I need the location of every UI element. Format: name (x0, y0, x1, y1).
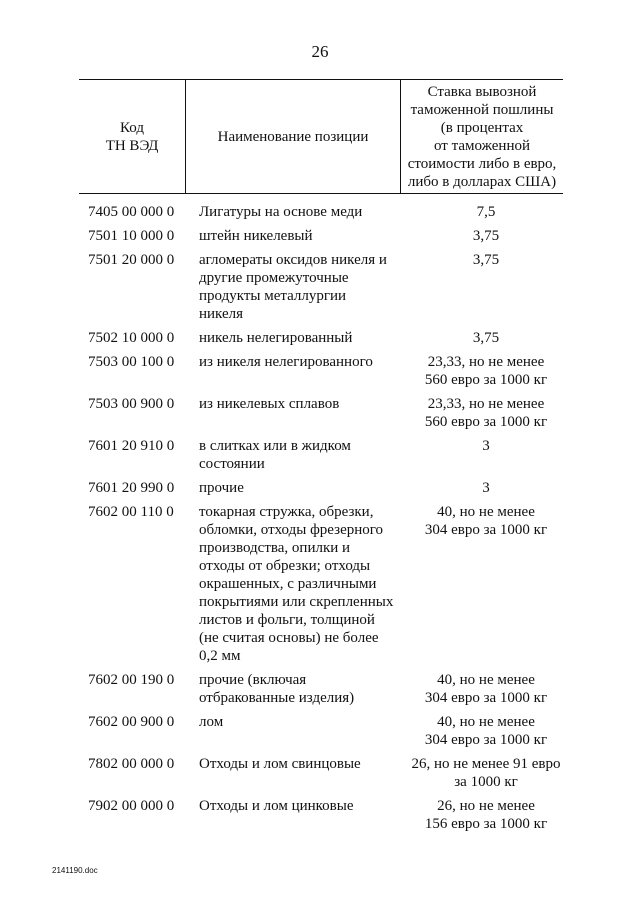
tariff-table (79, 79, 563, 832)
row-name: никель нелегированный (199, 330, 353, 346)
row-code: 7802 00 000 0 (88, 756, 175, 772)
table-row (79, 671, 563, 707)
document-code: 2141190.doc (52, 866, 98, 875)
row-code: 7602 00 900 0 (88, 714, 175, 730)
table-row (79, 437, 563, 473)
row-rate: 26, но не менее 91 евро за 1000 кг (411, 756, 561, 790)
table-row (79, 227, 563, 245)
row-rate: 3,75 (472, 252, 500, 268)
table-row (79, 203, 563, 221)
row-rate: 3 (482, 438, 490, 454)
table-header (79, 79, 563, 194)
row-code: 7502 10 000 0 (88, 330, 175, 346)
row-name: Отходы и лом свинцовые (199, 756, 361, 772)
row-rate: 7,5 (476, 204, 496, 220)
table-row (79, 479, 563, 497)
row-rate: 23,33, но не менее 560 евро за 1000 кг (424, 354, 548, 388)
row-code: 7405 00 000 0 (88, 204, 175, 220)
header-name: Наименование позиции (217, 128, 369, 145)
row-code: 7601 20 910 0 (88, 438, 175, 454)
row-name: из никеля нелегированного (199, 354, 373, 370)
row-code: 7602 00 110 0 (88, 504, 174, 520)
row-code: 7602 00 190 0 (88, 672, 175, 688)
header-rate: Ставка вывозной таможенной пошлины (в процентах от таможенной стоимости либо в евро, либо в долларах США) (407, 83, 557, 190)
row-rate: 40, но не менее 304 евро за 1000 кг (424, 504, 548, 538)
row-name: Лигатуры на основе меди (199, 204, 363, 220)
row-name: штейн никелевый (199, 228, 313, 244)
row-name: агломераты оксидов никеля и другие промежуточные продукты металлургии никеля (199, 252, 387, 322)
row-name: из никелевых сплавов (199, 396, 340, 412)
row-rate: 23,33, но не менее 560 евро за 1000 кг (424, 396, 548, 430)
row-code: 7503 00 900 0 (88, 396, 175, 412)
table-row (79, 395, 563, 431)
row-rate: 26, но не менее 156 евро за 1000 кг (424, 798, 548, 832)
row-name: в слитках или в жидком состоянии (199, 438, 351, 472)
row-code: 7501 10 000 0 (88, 228, 175, 244)
header-code: Код ТН ВЭД (105, 119, 159, 154)
table-row (79, 353, 563, 389)
row-name: прочие (199, 480, 244, 496)
table-row (79, 503, 563, 665)
row-rate: 3 (482, 480, 490, 496)
row-code: 7501 20 000 0 (88, 252, 175, 268)
row-name: прочие (включая отбракованные изделия) (199, 672, 355, 706)
row-rate: 40, но не менее 304 евро за 1000 кг (424, 672, 548, 706)
row-name: токарная стружка, обрезки, обломки, отходы фрезерного производства, опилки и отходы от обрезки; отходы окрашенных, с различными покрытиями или скрепленных листов и фольги, толщиной (не считая основы) не более 0,2 мм (199, 504, 394, 664)
table-row (79, 713, 563, 749)
row-name: Отходы и лом цинковые (199, 798, 354, 814)
row-rate: 40, но не менее 304 евро за 1000 кг (424, 714, 548, 748)
row-name: лом (199, 714, 224, 730)
table-row (79, 797, 563, 833)
row-rate: 3,75 (472, 330, 500, 346)
table-body (79, 203, 563, 839)
table-row (79, 251, 563, 323)
row-rate: 3,75 (472, 228, 500, 244)
table-row (79, 755, 563, 791)
row-code: 7902 00 000 0 (88, 798, 175, 814)
table-row (79, 329, 563, 347)
row-code: 7601 20 990 0 (88, 480, 175, 496)
page-number: 26 (311, 42, 329, 61)
row-code: 7503 00 100 0 (88, 354, 175, 370)
